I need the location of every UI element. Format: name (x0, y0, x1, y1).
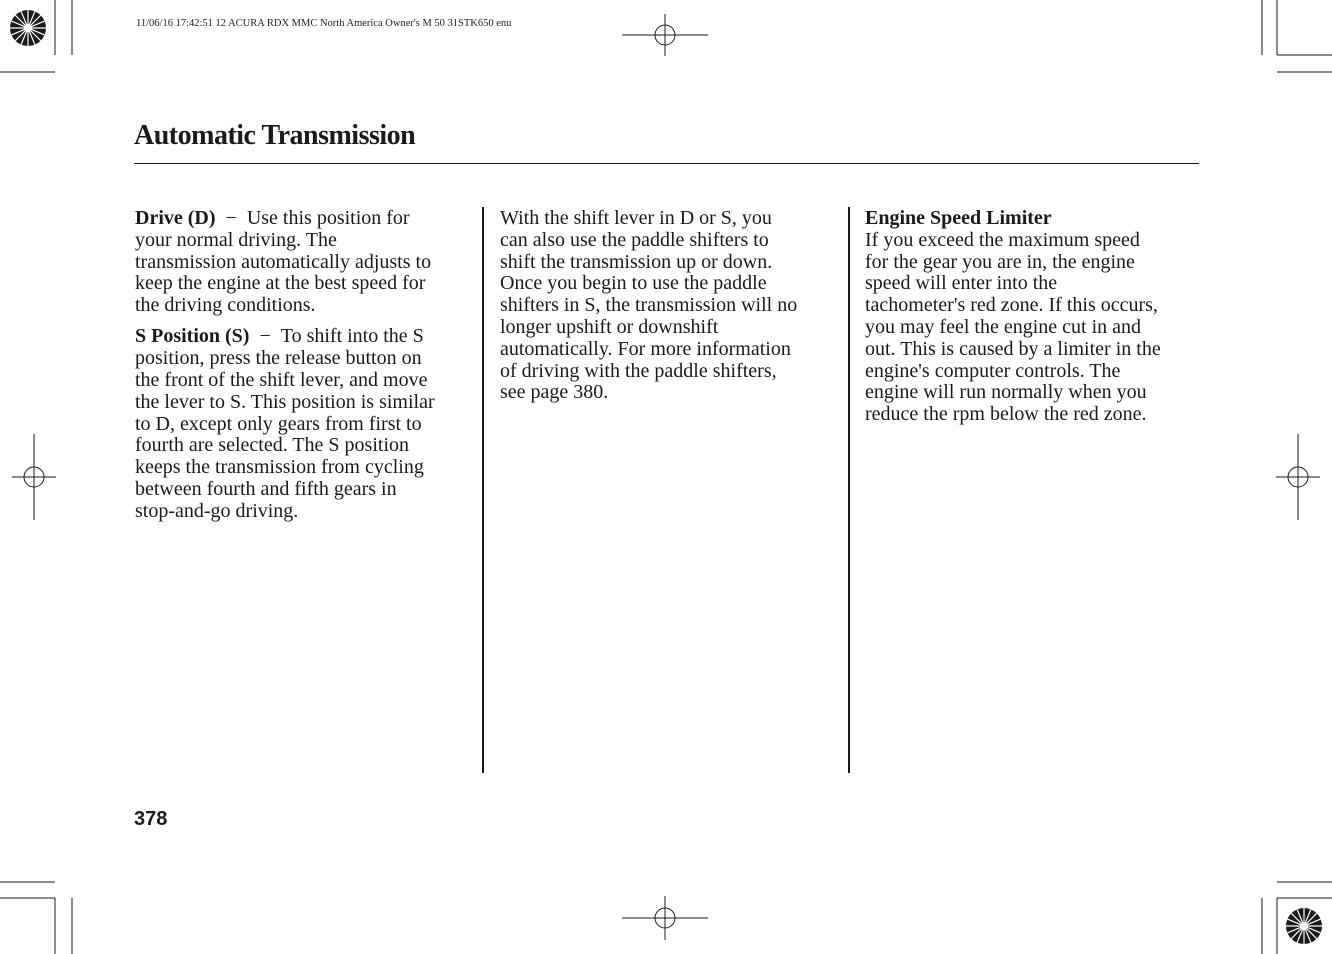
column-divider (482, 207, 484, 773)
paddle-shifters-paragraph: With the shift lever in D or S, you can also use the paddle shifters to shift the transmission up or down. Once you begin to use the paddle shifters in S, the transmission will no longer upshift or downshift automatically. For more information of driving with the paddle shifters, see page 380. (500, 207, 798, 404)
column-1 (135, 208, 475, 532)
column-2 (500, 208, 840, 404)
page-number: 378 (134, 808, 168, 830)
s-position-text: To shift into the S position, press the release button on the front of the shift lever, and move the lever to S. This position is similar to D, except only gears from first to fourth are selected. The S position keeps the transmission from cycling between fourth and fifth gears in stop-and-go driving. (135, 325, 435, 522)
column-3 (865, 208, 1205, 426)
drive-text: Use this position for your normal driving. The transmission automatically adjusts to keep the engine at the best speed for the driving conditions. (135, 207, 432, 317)
drive-dash: − (225, 207, 237, 229)
s-position-paragraph (135, 326, 475, 522)
engine-speed-limiter-text: If you exceed the maximum speed for the gear you are in, the engine speed will enter into the tachometer's red zone. If this occurs, you may feel the engine cut in and out. This is caused by a limiter in the engine's computer controls. The engine will run normally when you reduce the rpm below the red zone. (865, 228, 1161, 426)
print-info: 11/06/16 17:42:51 12 ACURA RDX MMC North America Owner's M 50 31STK650 enu (136, 18, 512, 29)
registration-starburst-icon (10, 10, 46, 46)
page-title: Automatic Transmission (134, 120, 416, 151)
registration-starburst-icon (1286, 908, 1322, 944)
column-divider (848, 207, 850, 773)
title-rule (134, 163, 1199, 164)
drive-term: Drive (D) (135, 207, 216, 229)
engine-speed-limiter-heading: Engine Speed Limiter (865, 207, 1052, 229)
s-position-dash: − (259, 325, 271, 348)
s-position-term: S Position (S) (135, 325, 250, 348)
drive-paragraph (135, 208, 475, 317)
